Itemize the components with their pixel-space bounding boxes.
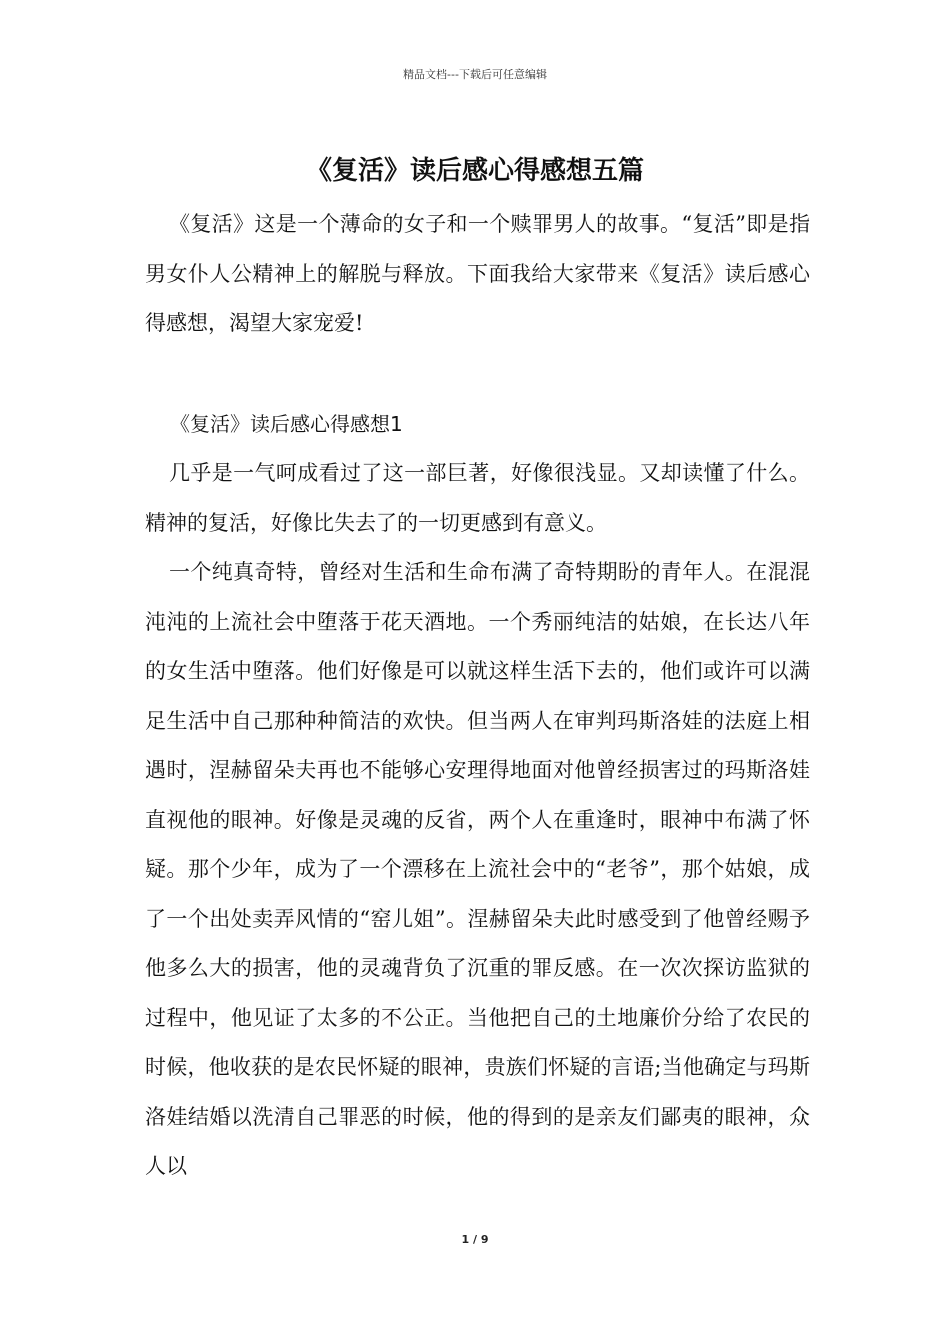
page-number: 1 / 9 — [461, 1233, 489, 1246]
document-title: 《复活》读后感心得感想五篇 — [305, 156, 644, 186]
intro-paragraph: 《复活》这是一个薄命的女子和一个赎罪男人的故事。“复活”即是指男女仆人公精神上的解脱与释放。下面我给大家带来《复活》读后感心得感想，渴望大家宠爱! — [145, 212, 810, 335]
page-header: 精品文档---下载后可任意编辑 — [403, 68, 547, 81]
section-heading: 《复活》读后感心得感想1 — [170, 412, 403, 436]
body-paragraph-1: 几乎是一气呵成看过了这一部巨著，好像很浅显。又却读懂了什么。精神的复活，好像比失去了的一切更感到有意义。 — [145, 461, 810, 535]
body-paragraph-2: 一个纯真奇特，曾经对生活和生命布满了奇特期盼的青年人。在混混沌沌的上流社会中堕落于花天酒地。一个秀丽纯洁的姑娘，在长达八年的女生活中堕落。他们好像是可以就这样生活下去的，他们或许可以满足生活中自己那种种简洁的欢快。但当两人在审判玛斯洛娃的法庭上相遇时，涅赫留朵夫再也不能够心安理得地面对他曾经损害过的玛斯洛娃直视他的眼神。好像是灵魂的反省，两个人在重逢时，眼神中布满了怀疑。那个少年，成为了一个漂移在上流社会中的“老爷”，那个姑娘，成了一个出处卖弄风情的“窑儿姐”。涅赫留朵夫此时感受到了他曾经赐予他多么大的损害，他的灵魂背负了沉重的罪反感。在一次次探访监狱的过程中，他见证了太多的不公正。当他把自己的土地廉价分给了农民的时候，他收获的是农民怀疑的眼神，贵族们怀疑的言语;当他确定与玛斯洛娃结婚以洗清自己罪恶的时候，他的得到的是亲友们鄙夷的眼神，众人以 — [145, 560, 810, 1178]
